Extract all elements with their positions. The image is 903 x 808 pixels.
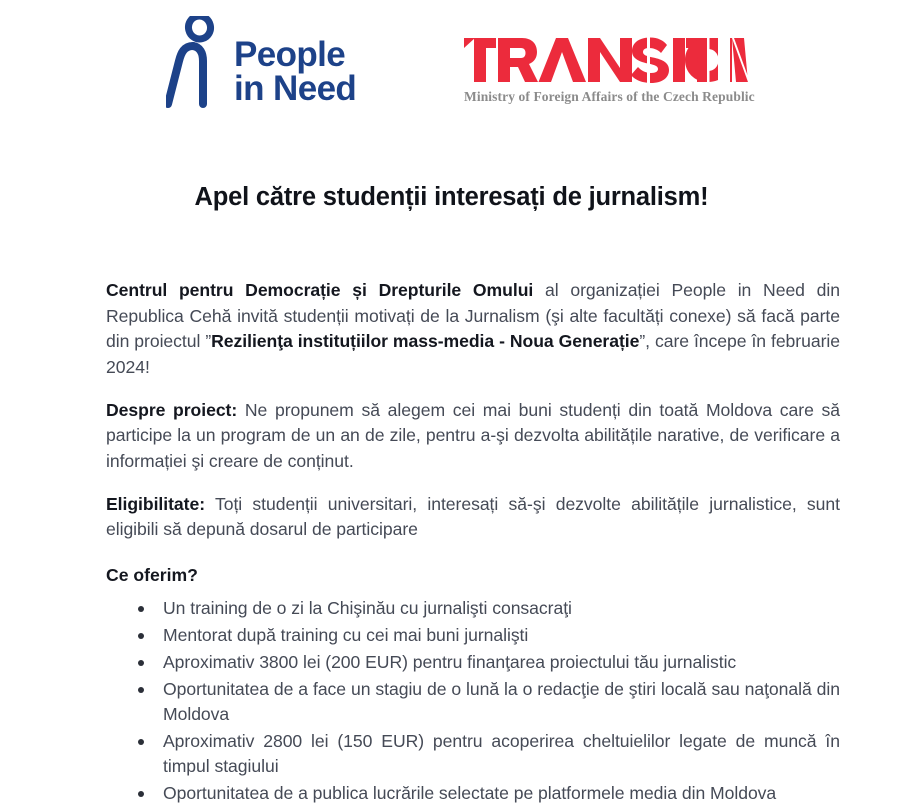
list-item: Un training de o zi la Chişinău cu jurnalişti consacraţi	[106, 596, 840, 621]
list-item: Oportunitatea de a face un stagiu de o lună la o redacţie de ştiri locală sau naţonală din Moldova	[106, 677, 840, 727]
list-item: Oportunitatea de a publica lucrările selectate pe platformele media din Moldova	[106, 781, 840, 806]
document-body	[106, 278, 840, 808]
project-name: Rezilienţa instituțiilor mass-media - Noua Generație	[211, 331, 640, 352]
paragraph-about-text: Ne propunem să alegem cei mai buni studenți din toată Moldova care să participe la un program de un an de zile, pentru a-şi dezvolta abilitățile narative, de verificare a informației şi creare de conținut.	[106, 399, 841, 472]
pin-wordmark-line-2: in Need	[234, 69, 357, 108]
paragraph-eligibility-text: Toți studenții universitari, interesați să-şi dezvolte abilitățile jurnalistice, sunt eligibili să depună dosarul de participare	[106, 493, 840, 540]
people-in-need-logo	[166, 16, 356, 110]
list-item: Aproximativ 2800 lei (150 EUR) pentru acoperirea cheltuielilor legate de muncă în timpul stagiului	[106, 729, 840, 779]
transition-subtitle: Ministry of Foreign Affairs of the Czech Republic	[464, 89, 755, 104]
pin-wordmark-line-1: People	[234, 34, 346, 74]
paragraph-intro-text-2: ”, care începe în februarie 2024!	[106, 331, 840, 378]
paragraph-intro-text-1: al organizației People in Need din Republica Cehă invită studenții motivați de la Jurnalism (şi alte facultăți conexe) să facă parte din proiectul ”	[106, 280, 840, 352]
document-header	[0, 0, 903, 130]
paragraph-eligibility-lead: Eligibilitate:	[106, 493, 206, 514]
offers-list	[106, 596, 840, 806]
people-in-need-wordmark	[234, 20, 356, 107]
paragraph-intro-lead: Centrul pentru Democrație și Drepturile Omului	[106, 280, 534, 300]
person-walking-icon	[166, 16, 222, 110]
list-item: Aproximativ 3800 lei (200 EUR) pentru finanţarea proiectului tău jurnalistic	[106, 650, 840, 675]
offers-heading: Ce oferim?	[106, 565, 198, 586]
paragraph-intro	[106, 278, 840, 381]
paragraph-about-lead: Despre proiect:	[106, 399, 238, 420]
transition-wordmark-icon-part2	[464, 36, 748, 84]
list-item: Mentorat după training cu cei mai buni jurnalişti	[106, 623, 840, 648]
page-title: Apel către studenții interesați de jurnalism!	[194, 183, 709, 211]
paragraph-eligibility	[106, 492, 840, 543]
transition-logo	[464, 36, 755, 105]
paragraph-about-project	[106, 398, 840, 475]
